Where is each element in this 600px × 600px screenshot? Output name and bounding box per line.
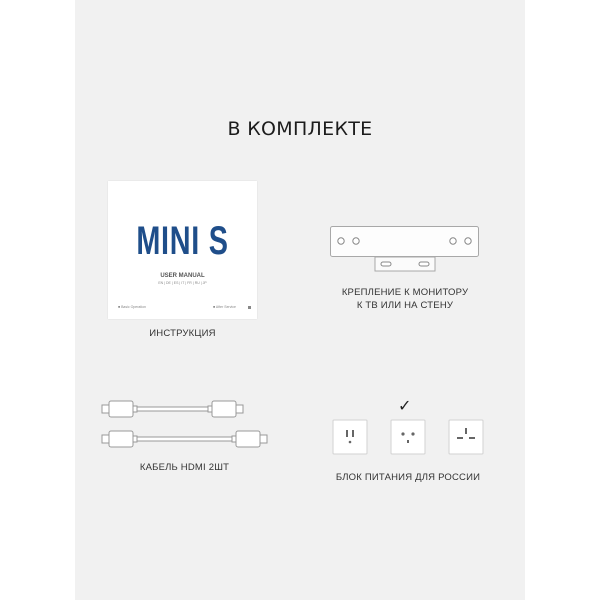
bracket-slot [419, 262, 429, 266]
hdmi-cable [102, 401, 243, 417]
bracket-caption [330, 286, 480, 312]
bracket-slot [381, 262, 391, 266]
bracket-hole [338, 238, 344, 244]
hdmi-caption: КАБЕЛЬ HDMI 2ШТ [139, 462, 230, 473]
power-adapter-option-selected [391, 420, 425, 454]
mount-bracket-image [330, 226, 480, 276]
hdmi-cables-image [102, 395, 267, 455]
manual-caption: ИНСТРУКЦИЯ [149, 328, 216, 339]
selected-check-icon: ✓ [398, 396, 412, 415]
manual-cover-left-note: ■ Basic Operation [118, 305, 146, 309]
bracket-hole [353, 238, 359, 244]
section-title: В КОМПЛЕКТЕ [227, 118, 373, 140]
bracket-hole [465, 238, 471, 244]
manual-booklet-image [108, 181, 257, 319]
bracket-hole [450, 238, 456, 244]
power-adapters-image [333, 420, 483, 460]
manual-cover-title: MINI S [136, 219, 229, 263]
hdmi-cable [102, 431, 267, 447]
manual-cover-square-mark [248, 306, 251, 309]
power-adapter-option [449, 420, 483, 454]
manual-cover-subtitle: USER MANUAL [160, 273, 205, 279]
power-adapter-option [333, 420, 367, 454]
bracket-caption-line1: КРЕПЛЕНИЕ К МОНИТОРУ [341, 287, 469, 298]
bracket-caption-line2: К ТВ ИЛИ НА СТЕНУ [356, 300, 454, 311]
manual-cover-languages: EN | DE | ES | IT | FR | RU | JP [158, 281, 207, 285]
power-caption: БЛОК ПИТАНИЯ ДЛЯ РОССИИ [335, 472, 481, 483]
content-panel [75, 0, 525, 600]
manual-cover-right-note: ■ After Service [213, 305, 236, 309]
